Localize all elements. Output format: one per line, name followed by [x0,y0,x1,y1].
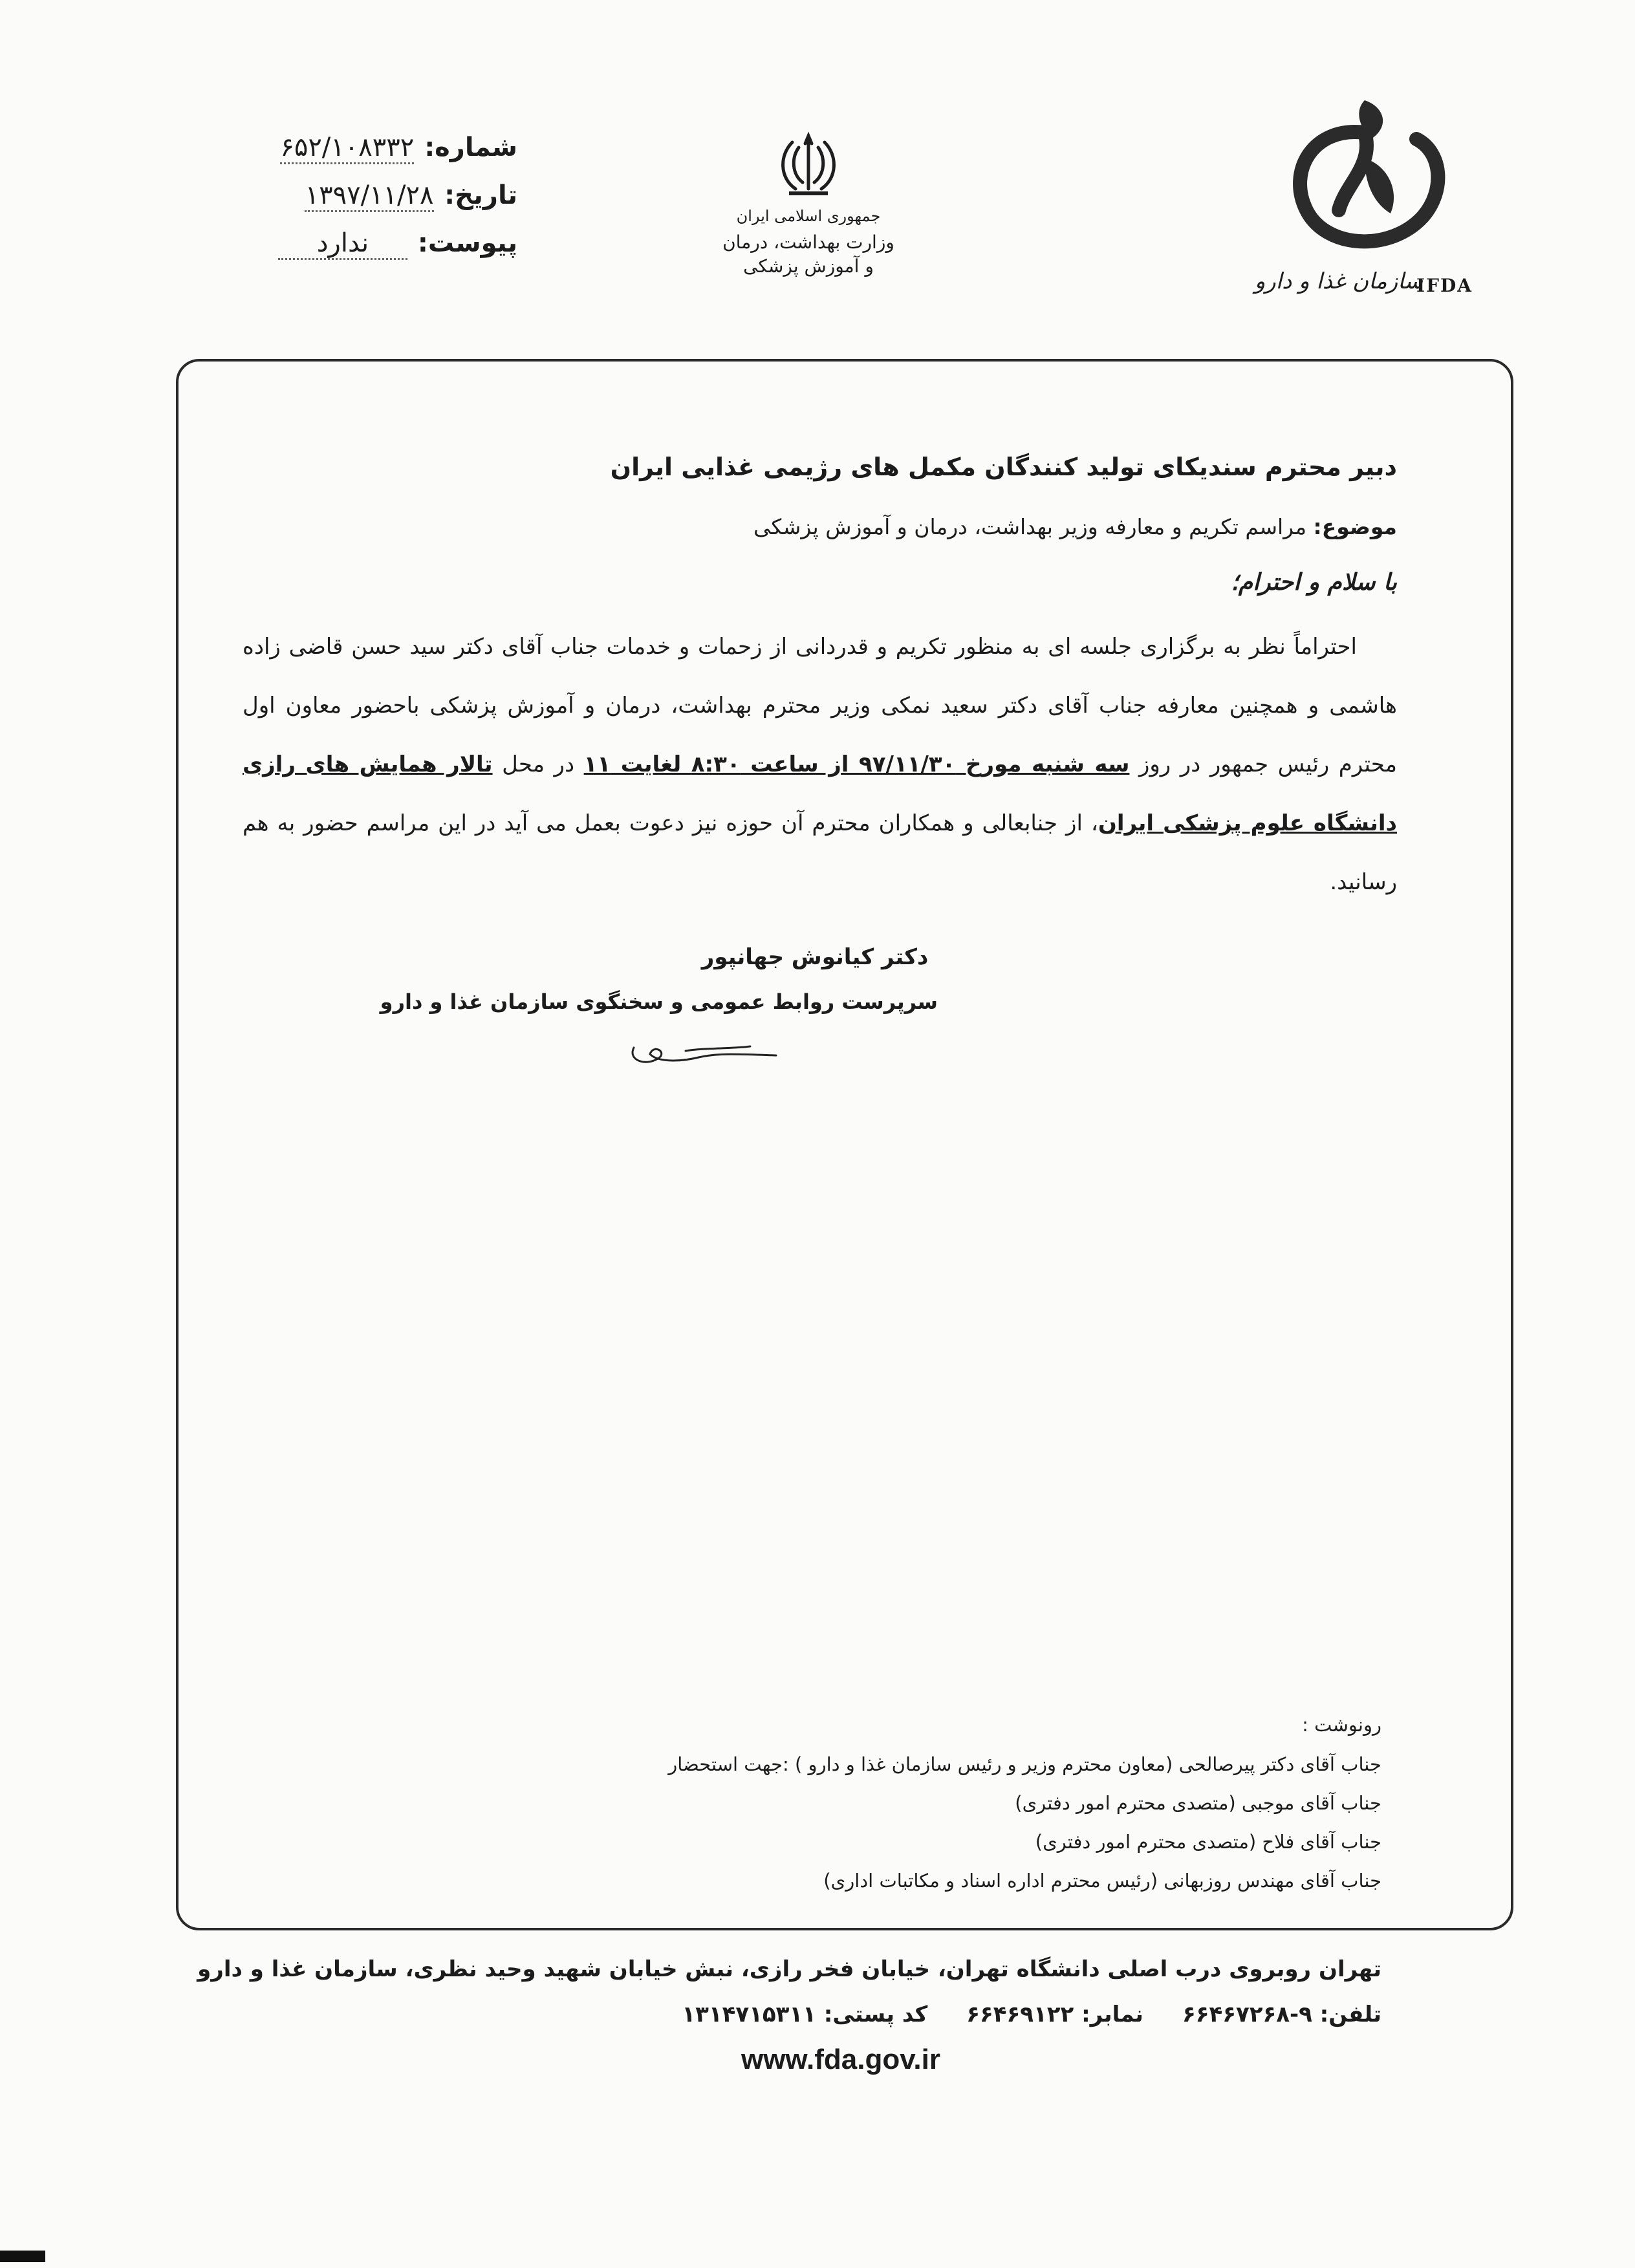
subject-label: موضوع: [1313,514,1397,539]
letter-date-value: ۱۳۹۷/۱۱/۲۸ [305,180,434,212]
ministry-name-line2: و آموزش پزشکی [743,255,874,277]
letter-body [243,618,1397,912]
letter-number-row [246,133,517,180]
letter-number-label: شماره: [424,133,517,162]
letter-subject [753,514,1397,539]
cc-item: جناب آقای مهندس روزبهانی (رئیس محترم اداره اسناد و مکاتبات اداری) [823,1870,1381,1892]
ifda-org-name: سازمان غذا و دارو [1254,268,1423,294]
ifda-abbr: IFDA [1416,275,1473,296]
subject-text: مراسم تکریم و معارفه وزیر بهداشت، درمان و آموزش پزشکی [753,514,1307,539]
cc-list [217,1714,1381,1900]
signer-title: سرپرست روابط عمومی و سخنگوی سازمان غذا و دارو [380,989,938,1014]
body-text-part3: ، از جنابعالی و همکاران محترم آن حوزه نیز دعوت بعمل می آید در این مراسم حضور به هم رسانید. [243,810,1397,895]
footer-fax: نمابر: ۶۶۴۶۹۱۲۲ [966,2002,1143,2027]
body-text-part1: احتراماً نظر به برگزاری جلسه ای به منظور تکریم و قدردانی از زحمات و خدمات جناب آقای دکتر سید حسن قاضی زاده هاشمی و همچنین معارفه جناب آقای دکتر سعید نمکی وزیر محترم بهداشت، درمان و آموزش پزشکی باحضور معاون اول محترم رئیس جمهور در روز [243,634,1397,777]
ifda-logo-icon [1268,87,1462,268]
ministry-country: جمهوری اسلامی ایران [736,207,881,225]
cc-item: جناب آقای فلاح (متصدی محترم امور دفتری) [1035,1831,1381,1853]
ifda-logo [1254,87,1475,307]
letter-attachment-value: ندارد [278,228,407,260]
cc-heading: رونوشت : [1302,1714,1381,1736]
letter-greeting: با سلام و احترام؛ [1231,569,1397,596]
signer-name: دکتر کیانوش جهانپور [701,944,929,970]
iran-emblem-icon [773,129,844,200]
letter-number-value: ۶۵۲/۱۰۸۳۳۲ [280,133,414,164]
footer-phone: تلفن: ۹-۶۶۴۶۷۲۶۸ [1182,2002,1381,2027]
letter-attachment-row [246,228,517,276]
letter-meta [246,133,517,276]
ministry-emblem-block [698,129,918,277]
letter-recipient: دبیر محترم سندیکای تولید کنندگان مکمل های رژیمی غذایی ایران [610,453,1397,481]
footer-contact [411,2002,1381,2027]
scan-edge-mark [0,2251,45,2262]
letter-attachment-label: پیوست: [417,228,517,258]
letter-date-label: تاریخ: [444,180,517,210]
footer-website[interactable]: www.fda.gov.ir [741,2044,941,2075]
cc-item: جناب آقای موجبی (متصدی محترم امور دفتری) [1015,1792,1381,1814]
ministry-name-line1: وزارت بهداشت، درمان [722,232,894,253]
body-text-part2: در محل [492,751,584,777]
letter-date-row [246,180,517,228]
body-event-venue: تالار همایش های رازی دانشگاه علوم پزشکی ایران [243,751,1397,836]
cc-item: جناب آقای دکتر پیرصالحی (معاون محترم وزیر و رئیس سازمان غذا و دارو ) :جهت استحضار [668,1753,1381,1775]
footer-postal: کد پستی: ۱۳۱۴۷۱۵۳۱۱ [682,2002,928,2027]
handwritten-signature [621,1022,789,1074]
body-event-date: سه شنبه مورخ ۹۷/۱۱/۳۰ از ساعت ۸:۳۰ لغایت ۱۱ [583,751,1130,777]
footer-address: تهران روبروی درب اصلی دانشگاه تهران، خیابان فخر رازی، نبش خیابان شهید وحید نظری، سازمان غذا و دارو [197,1956,1381,1982]
